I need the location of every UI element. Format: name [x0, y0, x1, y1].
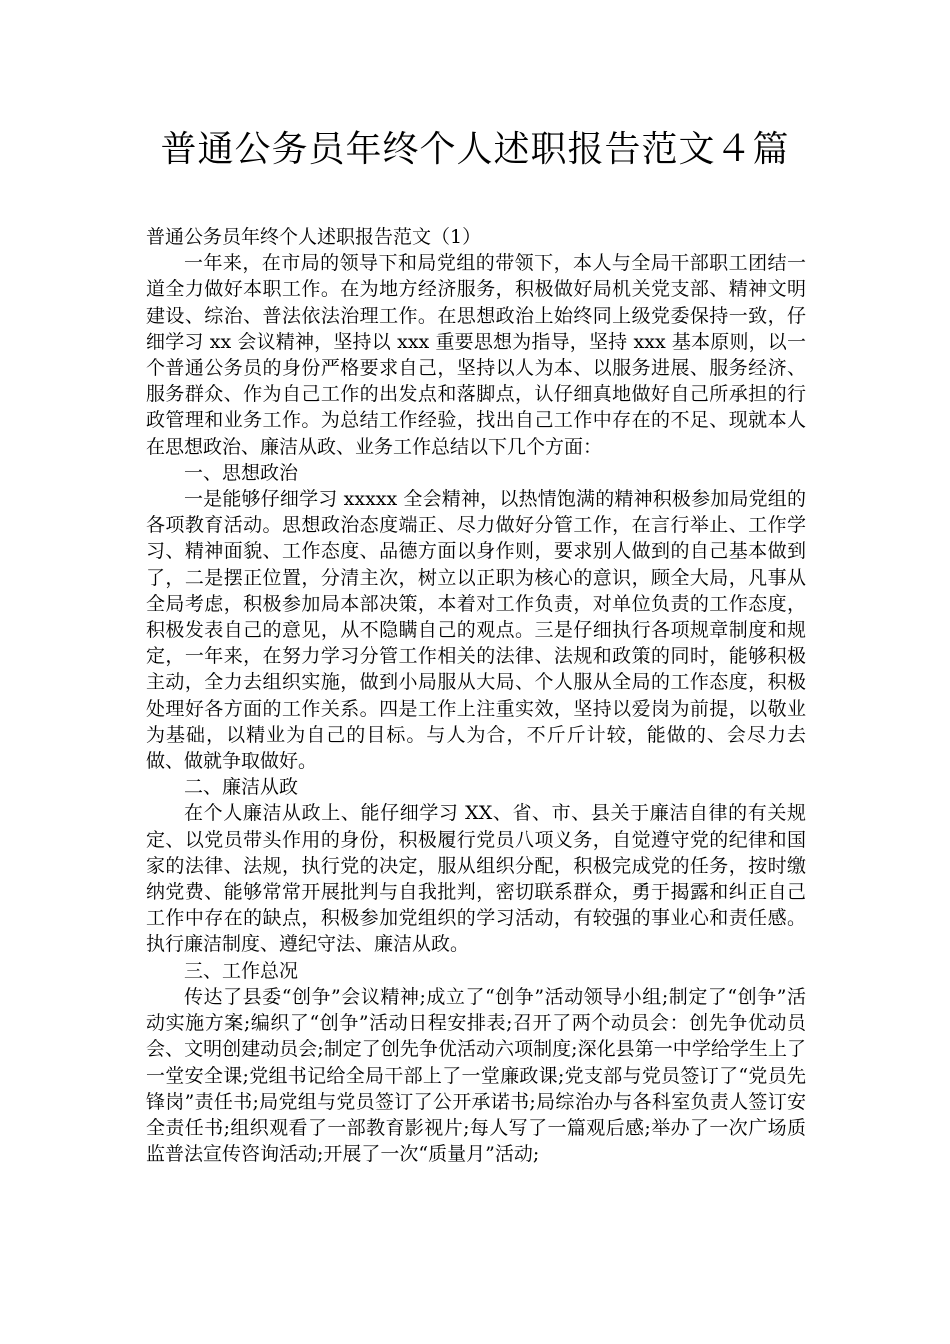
- document-subtitle: 普通公务员年终个人述职报告范文（1）: [146, 226, 482, 248]
- integrity-paragraph: 在个人廉洁从政上、能仔细学习 XX、省、市、县关于廉洁自律的有关规定、以党员带头作用的身份，积极履行党员八项义务，自觉遵守党的纪律和国家的法律、法规，执行党的决定，服从组织分配，积极完成党的任务，按时缴纳党费、能够常常开展批判与自我批判，密切联系群众，勇于揭露和纠正自己工作中存在的缺点，积极参加党组织的学习活动，有较强的事业心和责任感。执行廉洁制度、遵纪守法、廉洁从政。: [146, 802, 806, 956]
- work-paragraph: 传达了县委“创争”会议精神;成立了“创争”活动领导小组;制定了“创争”活动实施方案;编织了“创争”活动日程安排表;召开了两个动员会：创先争优动员会、文明创建动员会;制定了创先争优活动六项制度;深化县第一中学给学生上了一堂安全课;党组书记给全局干部上了一堂廉政课;党支部与党员签订了“党员先锋岗”责任书;局党组与党员签订了公开承诺书;局综治办与各科室负责人签订安全责任书;组织观看了一部教育影视片;每人写了一篇观后感;举办了一次广场质监普法宣传咨询活动;开展了一次“质量月”活动;: [146, 985, 806, 1166]
- document-body: [146, 224, 806, 1167]
- intro-paragraph: 一年来，在市局的领导下和局党组的带领下，本人与全局干部职工团结一道全力做好本职工作。在为地方经济服务，积极做好局机关党支部、精神文明建设、综治、普法依法治理工作。在思想政治上始终同上级党委保持一致，仔细学习 xx 会议精神，坚持以 xxx 重要思想为指导，坚持 xxx 基本原则，以一个普通公务员的身份严格要求自己，坚持以人为本、以服务进展、服务经济、服务群众、作为自己工作的出发点和落脚点，认仔细真地做好自己所承担的行政管理和业务工作。为总结工作经验，找出自己工作中存在的不足、现就本人在思想政治、廉洁从政、业务工作总结以下几个方面：: [146, 252, 806, 458]
- section-heading-work: 三、工作总况: [184, 959, 299, 982]
- document-title: 普通公务员年终个人述职报告范文４篇: [160, 129, 790, 170]
- section-heading-politics: 一、思想政治: [184, 461, 299, 484]
- section-heading-integrity: 二、廉洁从政: [184, 776, 299, 799]
- politics-paragraph: 一是能够仔细学习 xxxxx 全会精神，以热情饱满的精神积极参加局党组的各项教育活动。思想政治态度端正、尽力做好分管工作，在言行举止、工作学习、精神面貌、工作态度、品德方面以身作则，要求别人做到的自己基本做到了，二是摆正位置，分清主次，树立以正职为核心的意识，顾全大局，凡事从全局考虑，积极参加局本部决策，本着对工作负责，对单位负责的工作态度，积极发表自己的意见，从不隐瞒自己的观点。三是仔细执行各项规章制度和规定，一年来，在努力学习分管工作相关的法律、法规和政策的同时，能够积极主动，全力去组织实施，做到小局服从大局、个人服从全局的工作态度，积极处理好各方面的工作关系。四是工作上注重实效，坚持以爱岗为前提，以敬业为基础，以精业为自己的目标。与人为合，不斤斤计较，能做的、会尽力去做、做就争取做好。: [146, 488, 806, 773]
